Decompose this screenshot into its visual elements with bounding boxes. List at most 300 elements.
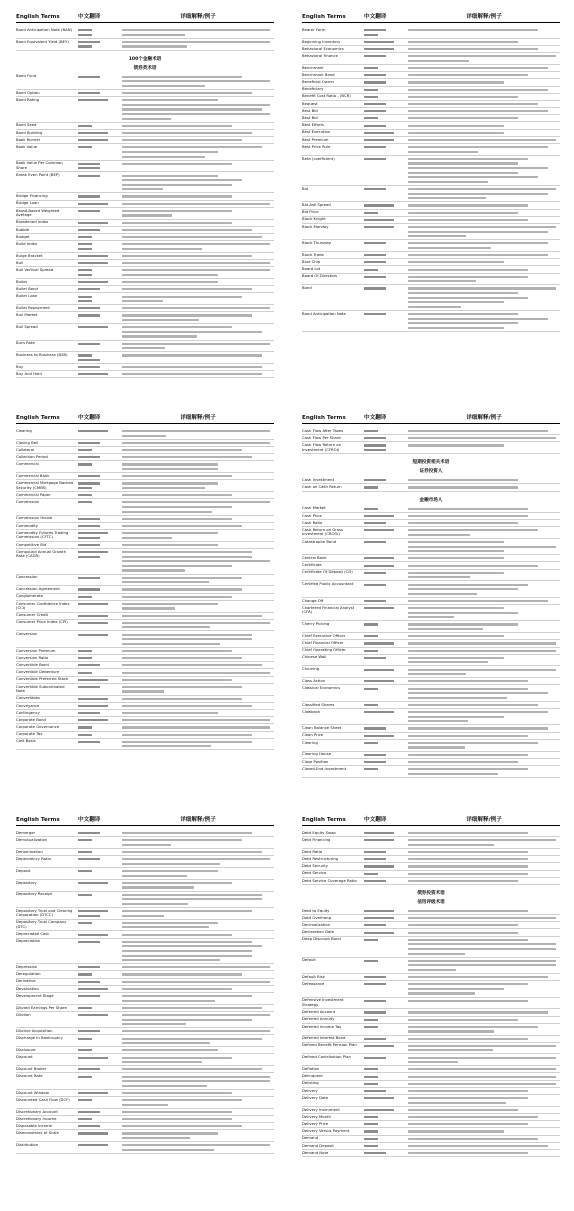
english-term: Bond Anticipation Note (302, 310, 346, 316)
chinese-translation (364, 73, 408, 78)
detail-text-line (122, 307, 270, 309)
chinese-translation (78, 474, 122, 479)
detail-text-line (408, 572, 504, 574)
chinese-text-line (364, 1038, 386, 1040)
chinese-text-line (78, 544, 100, 546)
chinese-translation (364, 94, 408, 99)
english-term: Competitive Bid (16, 541, 47, 547)
chinese-text-line (78, 41, 100, 43)
chinese-text-line (78, 255, 108, 257)
detail-text-line (122, 638, 252, 640)
term-row (16, 305, 274, 312)
detail-text-line (122, 950, 252, 952)
detail-explanation (122, 261, 274, 266)
chinese-text-line (78, 139, 108, 141)
english-term: Declaration Date (302, 929, 335, 935)
chinese-translation (364, 1096, 408, 1105)
chinese-translation (364, 563, 408, 568)
detail-text-line (408, 301, 504, 303)
english-term: Demand Deposit (302, 1142, 334, 1148)
chinese-text-line (364, 48, 394, 50)
english-term: Clawback (302, 708, 321, 714)
chinese-translation (78, 987, 122, 992)
detail-text-line (408, 773, 498, 775)
detail-text-line (122, 664, 262, 666)
chinese-text-line (364, 139, 394, 141)
english-term: Depository (16, 879, 37, 885)
detail-text-line (122, 679, 232, 681)
detail-text-line (122, 1068, 262, 1070)
detail-text-line (122, 596, 232, 598)
detail-explanation (122, 909, 274, 918)
term-row (302, 655, 560, 667)
detail-text-line (408, 541, 504, 543)
chinese-text-line (78, 222, 108, 224)
english-term: Buy And Hold (16, 371, 42, 377)
detail-text-line (408, 844, 494, 846)
chinese-translation (78, 455, 122, 460)
english-term: Convertible Bond (16, 662, 49, 668)
chinese-text-line (364, 146, 386, 148)
detail-explanation (408, 210, 560, 215)
term-row (302, 733, 560, 740)
chinese-translation (78, 909, 122, 918)
term-row (16, 341, 274, 353)
detail-text-line (122, 1085, 207, 1087)
term-row (302, 666, 560, 678)
chinese-text-line (78, 1049, 92, 1051)
term-row (16, 371, 274, 378)
chinese-text-line (78, 1144, 108, 1146)
chinese-text-line (78, 262, 108, 264)
term-row (16, 220, 274, 227)
detail-text-line (408, 242, 548, 244)
detail-explanation (122, 543, 274, 548)
header-col-english: English Terms (16, 817, 60, 823)
detail-explanation (408, 1122, 560, 1127)
chinese-translation (364, 998, 408, 1007)
chinese-text-line (364, 125, 386, 127)
chinese-text-line (78, 719, 108, 721)
chinese-text-line (78, 941, 100, 943)
detail-text-line (408, 235, 466, 237)
header-col-detail: 详细解释/例子 (466, 14, 502, 20)
header-col-detail: 详细解释/例子 (180, 14, 216, 20)
term-row (302, 766, 560, 778)
english-term: Development Stage (16, 992, 54, 998)
chinese-translation (78, 994, 122, 1003)
detail-explanation (408, 1144, 560, 1149)
chinese-text-line (78, 307, 100, 309)
chinese-translation (78, 441, 122, 446)
chinese-translation (364, 733, 408, 738)
detail-text-line (408, 1011, 548, 1013)
english-term: Consumer Credit (16, 612, 48, 618)
chinese-text-line (364, 768, 378, 770)
detail-text-line (122, 690, 164, 692)
detail-explanation (122, 1067, 274, 1072)
chinese-translation (78, 294, 122, 303)
chinese-translation (78, 1048, 122, 1053)
detail-explanation (122, 242, 274, 251)
english-term: Benefit Cost Ratio - (BCR) (302, 93, 351, 99)
term-row (16, 241, 274, 253)
detail-text-line (122, 870, 218, 872)
detail-text-line (408, 292, 518, 294)
section-gap (302, 885, 560, 888)
term-row (16, 130, 274, 137)
english-term: Bond (302, 285, 312, 291)
term-row (302, 1066, 560, 1073)
chinese-translation (364, 145, 408, 154)
detail-text-line (408, 1130, 504, 1132)
term-row (16, 1012, 274, 1028)
chinese-translation (364, 528, 408, 537)
detail-explanation (122, 531, 274, 540)
detail-text-line (122, 1137, 190, 1139)
term-row (302, 709, 560, 725)
chinese-text-line (364, 1145, 378, 1147)
detail-explanation (408, 767, 560, 776)
term-row (302, 922, 560, 929)
english-term: Behavioral Economics (302, 45, 344, 51)
detail-text-line (122, 560, 270, 562)
chinese-text-line (364, 89, 378, 91)
chinese-translation (364, 429, 408, 434)
detail-text-line (122, 456, 252, 458)
english-term: Debt Financing (302, 836, 331, 842)
detail-explanation (408, 109, 560, 114)
term-row (302, 974, 560, 981)
detail-text-line (408, 669, 556, 671)
header-col-chinese: 中文翻译 (78, 415, 101, 421)
chinese-translation (364, 1115, 408, 1120)
english-term: Convertibles (16, 695, 40, 701)
detail-text-line (122, 1132, 218, 1134)
detail-explanation (122, 481, 274, 490)
detail-text-line (408, 612, 518, 614)
detail-explanation (408, 703, 560, 708)
english-term: Devaluation (16, 985, 39, 991)
detail-text-line (408, 306, 461, 308)
detail-text-line (122, 1092, 232, 1094)
chinese-translation (78, 1029, 122, 1034)
detail-explanation (408, 102, 560, 107)
chinese-translation (78, 74, 122, 88)
chinese-text-line (78, 1014, 108, 1016)
english-term: Cherry Picking (302, 621, 330, 627)
detail-explanation (408, 606, 560, 620)
detail-explanation (408, 710, 560, 724)
english-term: Beneficial Owner (302, 79, 335, 85)
detail-explanation (408, 1136, 560, 1141)
detail-text-line (122, 672, 270, 674)
chinese-text-line (78, 343, 100, 345)
section-title: 债券类术语 (133, 65, 157, 71)
detail-text-line (122, 926, 209, 928)
term-row (16, 324, 274, 340)
section-gap (302, 454, 560, 457)
term-row (16, 732, 274, 739)
detail-text-line (408, 657, 504, 659)
english-term: Depository Receipt (16, 891, 53, 897)
chinese-text-line (78, 995, 100, 997)
english-term: Best Bid (302, 107, 318, 113)
detail-text-line (122, 1076, 270, 1078)
detail-text-line (122, 156, 205, 158)
chinese-translation (364, 1136, 408, 1141)
term-row (302, 1081, 560, 1088)
term-row (302, 998, 560, 1010)
english-term: Broadened Index (16, 219, 49, 225)
chinese-text-line (78, 482, 100, 484)
chinese-text-line (364, 529, 394, 531)
chinese-translation (364, 1010, 408, 1015)
detail-text-line (122, 188, 163, 190)
chinese-translation (364, 958, 408, 972)
chinese-text-line (364, 1068, 378, 1070)
english-term: Cash Flow Return on Investment (CFROI) (302, 442, 341, 452)
chinese-translation (78, 620, 122, 629)
detail-text-line (408, 1097, 528, 1099)
term-row (16, 480, 274, 492)
english-term: Best Execution (302, 129, 331, 135)
chinese-translation (78, 268, 122, 277)
detail-text-line (122, 482, 218, 484)
term-row (16, 542, 274, 549)
detail-text-line (408, 261, 504, 263)
term-row (16, 1097, 274, 1109)
english-term: Change Off (302, 597, 324, 603)
chinese-translation (364, 982, 408, 996)
chinese-translation (78, 1131, 122, 1140)
detail-text-line (122, 373, 262, 375)
detail-text-line (408, 992, 475, 994)
chinese-translation (364, 838, 408, 847)
header-col-english: English Terms (16, 14, 60, 20)
detail-explanation (408, 599, 560, 604)
chinese-text-line (364, 572, 386, 574)
term-row (16, 447, 274, 454)
english-term: Budget (16, 233, 30, 239)
chinese-text-line (78, 622, 108, 624)
term-row (16, 601, 274, 613)
chinese-text-line (78, 354, 92, 356)
detail-text-line (408, 673, 466, 675)
header-col-chinese: 中文翻译 (78, 817, 101, 823)
english-term: Commodity (16, 522, 38, 528)
detail-text-line (408, 910, 528, 912)
detail-text-line (408, 1068, 556, 1070)
chinese-translation (364, 109, 408, 114)
chinese-text-line (78, 832, 100, 834)
english-term: Depository Trust and Clearing Corporation (DTCC) (16, 907, 73, 918)
term-row (16, 1035, 274, 1047)
detail-text-line (408, 313, 518, 315)
detail-text-line (408, 628, 483, 630)
chinese-translation (78, 325, 122, 339)
chinese-text-line (364, 600, 386, 602)
chinese-text-line (364, 287, 386, 289)
detail-explanation (408, 540, 560, 554)
chinese-translation (364, 116, 408, 121)
header-col-english: English Terms (302, 14, 346, 20)
chinese-text-line (364, 1097, 394, 1099)
chinese-text-line (364, 623, 378, 625)
detail-explanation (408, 1074, 560, 1079)
english-term: Certified Public Accountant (302, 581, 354, 587)
detail-text-line (122, 449, 242, 451)
chinese-translation (364, 40, 408, 45)
chinese-translation (364, 622, 408, 631)
detail-text-line (122, 1014, 270, 1016)
chinese-translation (78, 313, 122, 322)
chinese-translation (364, 1067, 408, 1072)
chinese-translation (364, 975, 408, 980)
chinese-text-line (78, 195, 100, 197)
detail-text-line (408, 276, 528, 278)
detail-text-line (408, 692, 548, 694)
detail-explanation (408, 130, 560, 135)
detail-explanation (408, 641, 560, 646)
detail-text-line (122, 657, 242, 659)
chinese-text-line (78, 1057, 108, 1059)
term-row (302, 863, 560, 870)
term-row (16, 696, 274, 703)
chinese-text-line (364, 565, 394, 567)
detail-text-line (122, 281, 218, 283)
detail-text-line (408, 110, 548, 112)
chinese-translation (78, 602, 122, 611)
chinese-text-line (364, 486, 378, 488)
chinese-translation (364, 1151, 408, 1156)
term-row (302, 1054, 560, 1066)
chinese-text-line (364, 669, 394, 671)
english-term: Debt Ratio (302, 848, 323, 854)
chinese-translation (364, 28, 408, 37)
chinese-translation (364, 909, 408, 914)
term-row (302, 981, 560, 997)
chinese-text-line (364, 188, 386, 190)
detail-text-line (408, 953, 465, 955)
english-term: Convertible Debenture (16, 669, 60, 675)
chinese-translation (78, 201, 122, 206)
chinese-translation (78, 838, 122, 847)
chinese-translation (364, 1043, 408, 1052)
detail-text-line (408, 167, 548, 169)
term-row (16, 1130, 274, 1142)
english-term: Disclosure (16, 1047, 36, 1053)
english-term: Debt Service Coverage Ratio (302, 877, 357, 883)
detail-text-line (408, 880, 518, 882)
chinese-text-line (364, 1057, 386, 1059)
chinese-translation (364, 157, 408, 185)
detail-text-line (408, 1061, 458, 1063)
detail-text-line (408, 193, 548, 195)
term-row (302, 740, 560, 752)
chinese-text-line (78, 934, 108, 936)
detail-text-line (122, 966, 270, 968)
chinese-translation (364, 54, 408, 63)
detail-text-line (122, 922, 218, 924)
detail-explanation (122, 268, 274, 277)
detail-text-line (408, 1045, 556, 1047)
chinese-text-line (364, 541, 386, 543)
detail-text-line (122, 262, 270, 264)
english-term: Conversion Ratio (16, 654, 49, 660)
chinese-text-line (78, 650, 92, 652)
english-term: Depreciation (16, 938, 41, 944)
detail-text-line (408, 1038, 528, 1040)
chinese-text-line (78, 314, 100, 316)
detail-explanation (408, 123, 560, 128)
detail-explanation (122, 987, 274, 992)
detail-text-line (408, 1076, 556, 1078)
chinese-text-line (78, 45, 92, 47)
chinese-text-line (78, 712, 100, 714)
english-term: Compound Annual Growth Rate (CAGR) (16, 548, 66, 559)
detail-text-line (122, 331, 262, 333)
chinese-translation (364, 485, 408, 490)
detail-text-line (408, 697, 507, 699)
chinese-translation (78, 587, 122, 592)
term-row (302, 274, 560, 286)
term-row (16, 739, 274, 751)
detail-text-line (408, 212, 518, 214)
chinese-text-line (364, 29, 386, 31)
detail-explanation (408, 937, 560, 955)
term-row (16, 971, 274, 978)
detail-text-line (122, 1019, 252, 1021)
detail-explanation (408, 217, 560, 222)
chinese-text-line (78, 596, 92, 598)
detail-text-line (408, 146, 548, 148)
term-row (16, 986, 274, 993)
detail-explanation (408, 514, 560, 519)
term-row (16, 461, 274, 473)
detail-text-line (122, 222, 232, 224)
term-row (302, 94, 560, 101)
english-term: Delivery (302, 1087, 318, 1093)
chinese-text-line (364, 1000, 386, 1002)
detail-text-line (408, 550, 504, 552)
english-term: Delivery Price (302, 1120, 329, 1126)
english-term: Deferred Annuity (302, 1016, 335, 1022)
english-term: Book Value (16, 144, 38, 150)
english-term: Best Efforts (302, 122, 324, 128)
chinese-translation (78, 696, 122, 701)
english-term: Classified Shares (302, 701, 335, 707)
detail-explanation (122, 656, 274, 661)
detail-explanation (122, 325, 274, 339)
detail-text-line (408, 81, 504, 83)
chinese-translation (364, 1122, 408, 1127)
english-term: Corporate Bond (16, 716, 46, 722)
detail-explanation (122, 1091, 274, 1096)
detail-text-line (122, 195, 232, 197)
detail-explanation (408, 1010, 560, 1015)
term-row (302, 79, 560, 86)
detail-text-line (408, 197, 486, 199)
english-term: Beneficiary (302, 86, 324, 92)
term-row (302, 849, 560, 856)
detail-explanation (408, 312, 560, 330)
detail-text-line (408, 89, 548, 91)
detail-text-line (408, 616, 454, 618)
chinese-translation (364, 312, 408, 330)
detail-text-line (122, 85, 205, 87)
detail-explanation (408, 187, 560, 201)
